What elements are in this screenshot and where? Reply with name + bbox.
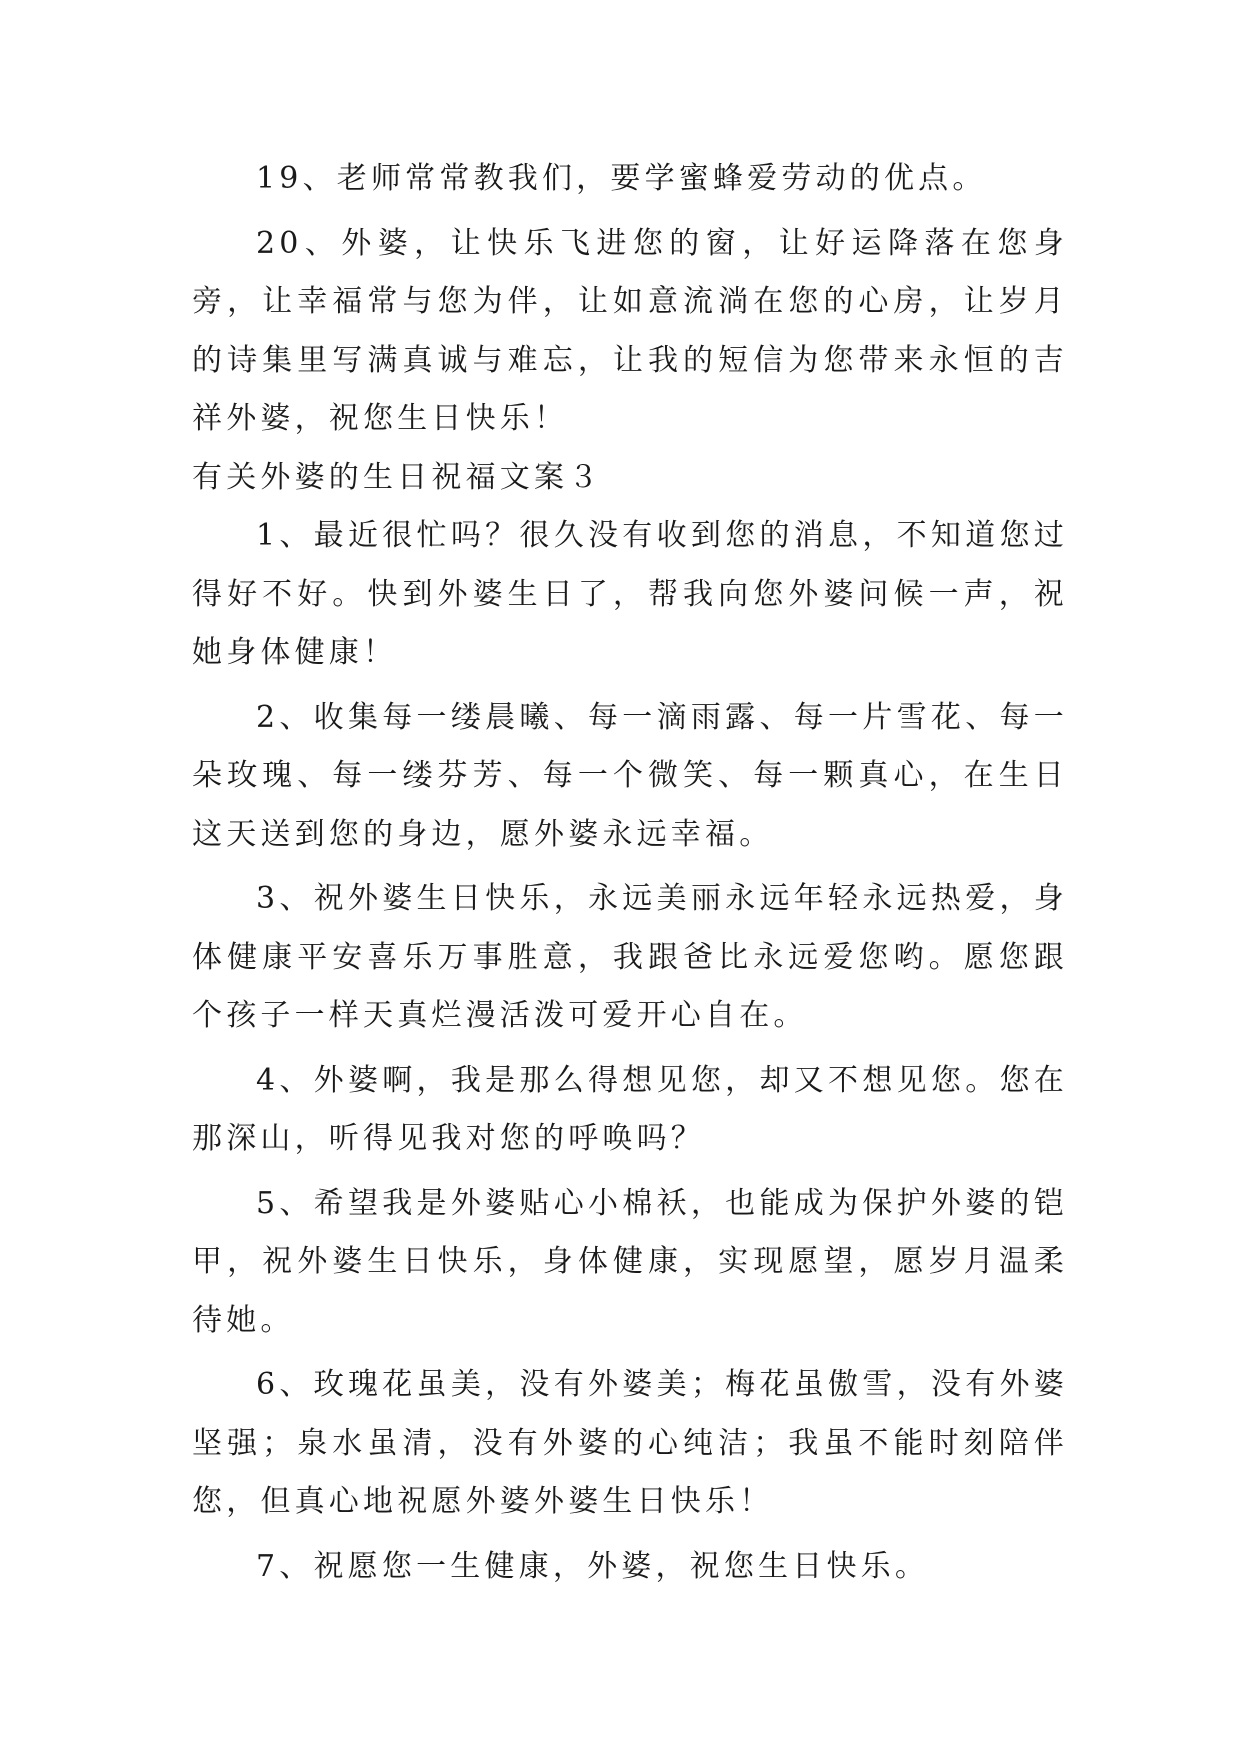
paragraph-item-20: 20、外婆，让快乐飞进您的窗，让好运降落在您身旁，让幸福常与您为伴，让如意流淌在您的心房，让岁月的诗集里写满真诚与难忘，让我的短信为您带来永恒的吉祥外婆，祝您生日快乐！ [192, 225, 1068, 436]
paragraph-item-19: 19、老师常常教我们，要学蜜蜂爱劳动的优点。 [256, 161, 987, 196]
paragraph-item-6: 6、玫瑰花虽美，没有外婆美；梅花虽傲雪，没有外婆坚强；泉水虽清，没有外婆的心纯洁；我虽不能时刻陪伴您，但真心地祝愿外婆外婆生日快乐！ [192, 1367, 1068, 1519]
paragraph-item-1: 1、最近很忙吗？很久没有收到您的消息，不知道您过得好不好。快到外婆生日了，帮我向您外婆问候一声，祝她身体健康！ [192, 518, 1068, 670]
paragraph-item-7: 7、祝愿您一生健康，外婆，祝您生日快乐。 [256, 1548, 930, 1584]
paragraph-item-4: 4、外婆啊，我是那么得想见您，却又不想见您。您在那深山，听得见我对您的呼唤吗？ [192, 1062, 1068, 1156]
document-body [192, 150, 1068, 1596]
section-title: 有关外婆的生日祝福文案３ [192, 459, 603, 495]
paragraph-item-3: 3、祝外婆生日快乐，永远美丽永远年轻永远热爱，身体健康平安喜乐万事胜意，我跟爸比永远爱您哟。愿您跟个孩子一样天真烂漫活泼可爱开心自在。 [192, 881, 1068, 1033]
paragraph-item-2: 2、收集每一缕晨曦、每一滴雨露、每一片雪花、每一朵玫瑰、每一缕芬芳、每一个微笑、每一颗真心，在生日这天送到您的身边，愿外婆永远幸福。 [192, 699, 1068, 852]
paragraph-item-5: 5、希望我是外婆贴心小棉袄，也能成为保护外婆的铠甲，祝外婆生日快乐，身体健康，实现愿望，愿岁月温柔待她。 [192, 1185, 1068, 1338]
